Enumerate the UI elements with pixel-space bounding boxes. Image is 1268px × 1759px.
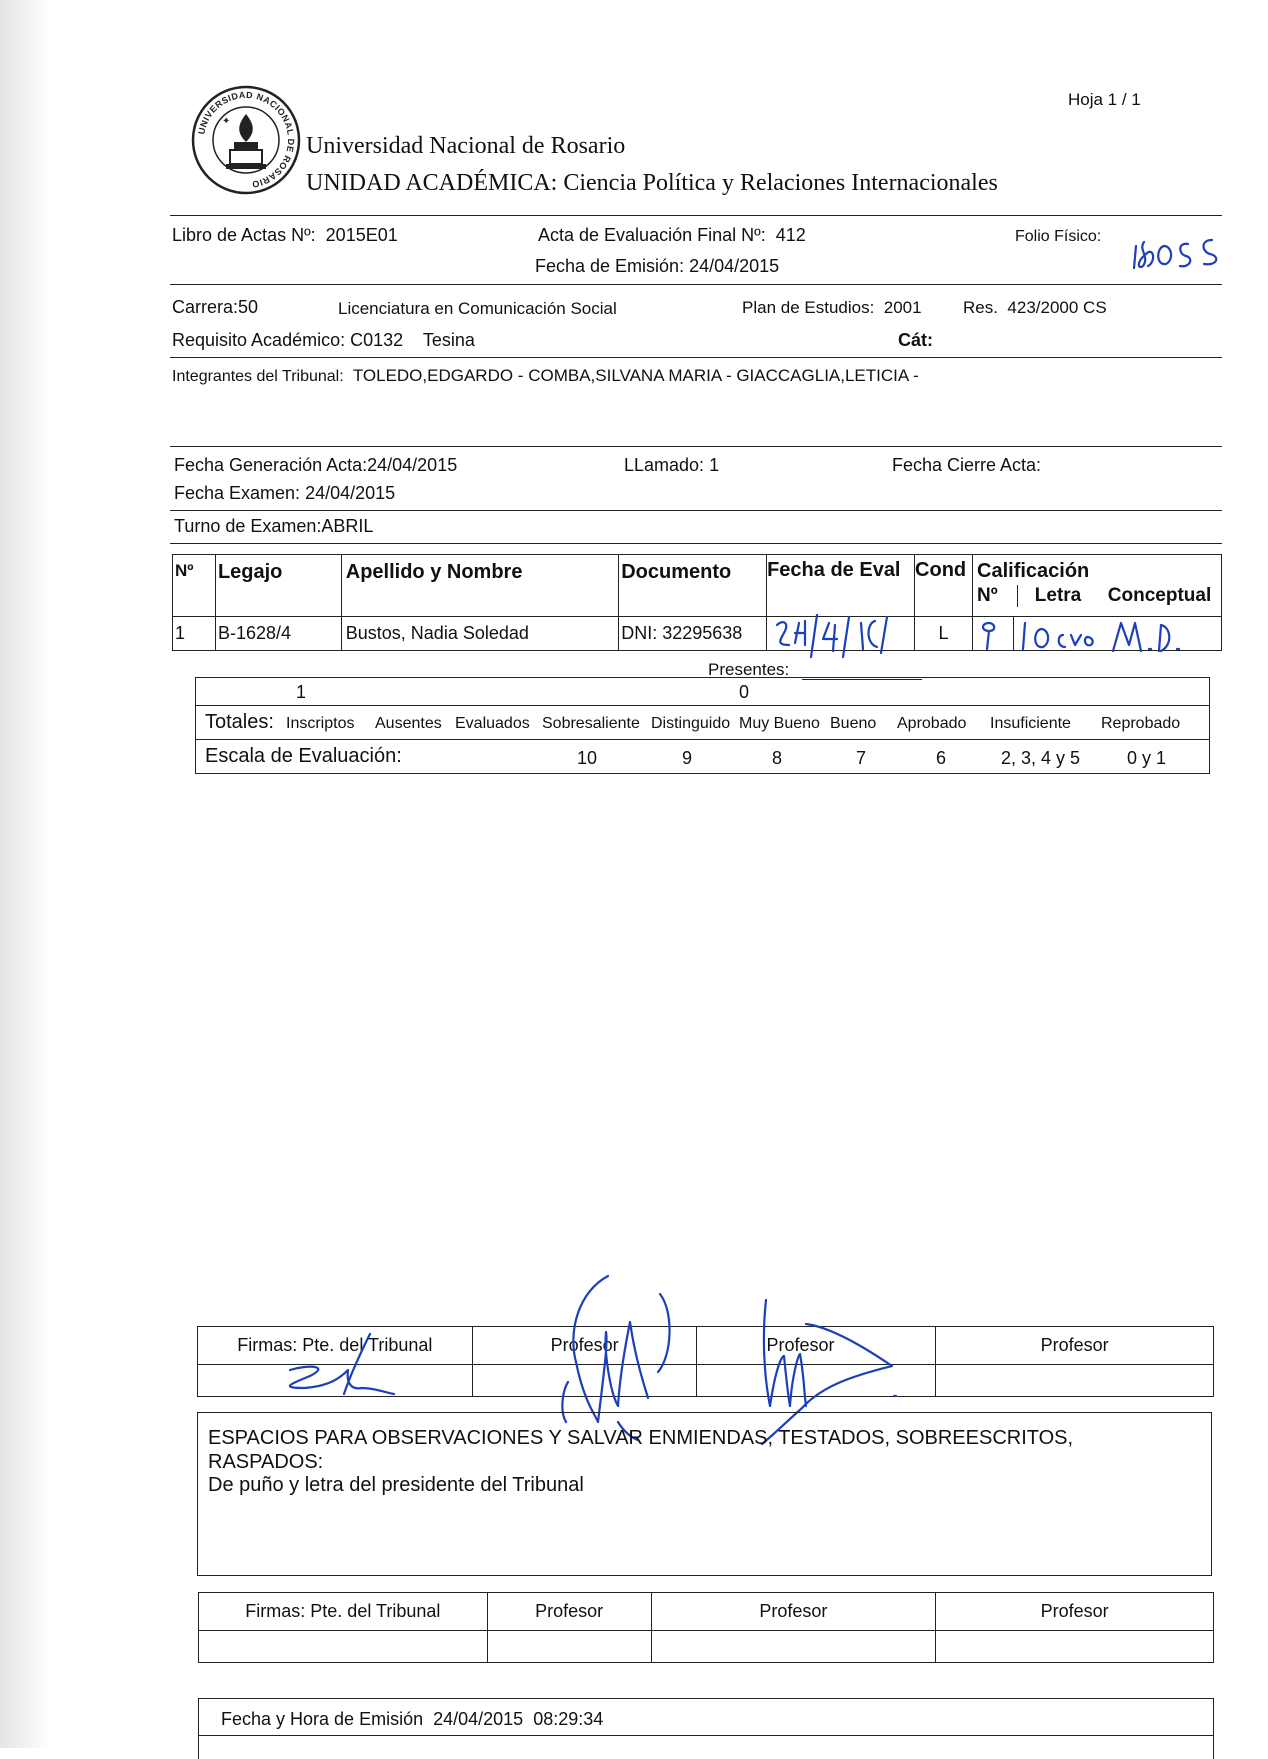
- observations-title-2: RASPADOS:: [208, 1451, 324, 1473]
- career-name: Licenciatura en Comunicación Social: [338, 299, 617, 318]
- signature-president-handwritten: [270, 1330, 410, 1400]
- scan-shadow: [0, 0, 52, 1748]
- folio-label: Folio Físico:: [1015, 228, 1102, 245]
- header-grade: [973, 555, 1222, 617]
- observations-title: ESPACIOS PARA OBSERVACIONES Y SALVAR ENMIENDAS, TESTADOS, SOBREESCRITOS,: [208, 1427, 1074, 1449]
- exam-date-value: 24/04/2015: [305, 483, 396, 503]
- label-inscriptos: Inscriptos: [286, 715, 355, 732]
- header-legajo: Legajo: [215, 555, 341, 617]
- header-condition: Cond: [915, 555, 973, 617]
- study-plan: [742, 298, 922, 318]
- scale-sobresaliente: 10: [577, 748, 598, 768]
- totals-labels-row: [196, 706, 1210, 740]
- label-muy-bueno: Muy Bueno: [739, 715, 820, 732]
- label-ausentes: Ausentes: [375, 715, 442, 732]
- header-grade-title: Calificación: [977, 560, 1090, 582]
- row-document: DNI: 32295638: [619, 617, 767, 651]
- label-reprobado: Reprobado: [1101, 715, 1181, 732]
- book-value: 2015E01: [325, 225, 398, 245]
- signatures-row-2: [199, 1631, 1214, 1663]
- header-grade-subheaders: [973, 583, 1221, 607]
- label-aprobado: Aprobado: [897, 715, 967, 732]
- signature-prof3-cell: [936, 1365, 1214, 1397]
- shift-label: Turno de Examen:: [174, 516, 322, 536]
- university-seal-logo: [190, 84, 302, 196]
- exam-shift: [174, 516, 373, 537]
- tribunal: [172, 366, 919, 386]
- observations-text: De puño y letra del presidente del Tribunal: [208, 1474, 584, 1496]
- signature2-prof1-cell: [487, 1631, 651, 1663]
- generation-date: [174, 455, 457, 476]
- rule: [170, 510, 1222, 511]
- header-document: Documento: [619, 555, 767, 617]
- emission-label: Fecha de Emisión:: [535, 256, 685, 276]
- book-label: Libro de Actas Nº:: [172, 225, 316, 245]
- header-grade-letter: Letra: [1034, 585, 1082, 606]
- requirement-code: C0132: [350, 330, 404, 350]
- row-grade: [973, 617, 1222, 651]
- signature-prof1-label: Profesor: [472, 1327, 696, 1365]
- signature2-prof2-cell: [651, 1631, 936, 1663]
- tribunal-label: Integrantes del Tribunal:: [172, 368, 344, 385]
- signature-prof3-label: Profesor: [936, 1327, 1214, 1365]
- emission-value: 24/04/2015: [689, 256, 780, 276]
- emission-datetime: [221, 1709, 603, 1730]
- scale-muy-bueno: 8: [772, 748, 783, 768]
- label-bueno: Bueno: [830, 715, 877, 732]
- signature2-prof3-cell: [936, 1631, 1214, 1663]
- header-number: Nº: [173, 555, 216, 617]
- ausentes-value: 0: [739, 682, 750, 702]
- acta-label: Acta de Evaluación Final Nº:: [538, 225, 766, 245]
- observations-box: [197, 1412, 1212, 1576]
- eval-date-handwritten: [771, 613, 911, 657]
- row-name: Bustos, Nadia Soledad: [341, 617, 618, 651]
- rule: [170, 357, 1222, 358]
- scale-distinguido: 9: [682, 748, 693, 768]
- folio-handwritten: [1130, 232, 1235, 272]
- requirement-name: Tesina: [422, 330, 475, 350]
- rule: [170, 446, 1222, 447]
- resolution: [963, 298, 1107, 318]
- label-insuficiente: Insuficiente: [990, 715, 1071, 732]
- sheet-number: Hoja 1 / 1: [1068, 90, 1141, 109]
- svg-text:✦: ✦: [222, 116, 231, 127]
- cat-label: Cát:: [898, 330, 933, 350]
- header-grade-number: Nº: [973, 585, 1018, 607]
- footer-box: [198, 1698, 1214, 1759]
- scale-insuficiente: 2, 3, 4 y 5: [1001, 748, 1081, 768]
- signature2-prof2-label: Profesor: [651, 1593, 936, 1631]
- closing-date: [892, 455, 1041, 476]
- tribunal-members: TOLEDO,EDGARDO - COMBA,SILVANA MARIA - GIACCAGLIA,LETICIA -: [352, 366, 919, 385]
- scale-aprobado: 6: [936, 748, 947, 768]
- signature2-prof3-label: Profesor: [936, 1593, 1214, 1631]
- exam-date: [174, 483, 395, 504]
- signatures-header-2: [199, 1593, 1214, 1631]
- footer-value: 24/04/2015 08:29:34: [433, 1709, 604, 1729]
- shift-value: ABRIL: [321, 516, 374, 536]
- grade-handwritten: [973, 615, 1221, 655]
- signature2-pte-label: Firmas: Pte. del Tribunal: [199, 1593, 488, 1631]
- signature2-prof1-label: Profesor: [487, 1593, 651, 1631]
- header-name: Apellido y Nombre: [341, 555, 618, 617]
- requirement-label: Requisito Académico:: [172, 330, 346, 350]
- totals-table: [195, 677, 1210, 774]
- totals-values-row: [196, 678, 1210, 706]
- generation-label: Fecha Generación Acta:: [174, 455, 368, 475]
- acta-number: [538, 225, 806, 246]
- signatures-table-2: [198, 1592, 1214, 1663]
- label-evaluados: Evaluados: [455, 715, 530, 732]
- call-value: 1: [709, 455, 720, 475]
- row-number: 1: [173, 617, 216, 651]
- generation-value: 24/04/2015: [367, 455, 458, 475]
- res-value: 423/2000 CS: [1007, 298, 1107, 317]
- scale-label: Escala de Evaluación:: [205, 745, 402, 767]
- academic-unit: UNIDAD ACADÉMICA: Ciencia Política y Relaciones Internacionales: [306, 170, 998, 196]
- acta-value: 412: [775, 225, 806, 245]
- call-label: LLamado:: [624, 455, 705, 475]
- row-eval-date: [767, 617, 915, 651]
- rule: [170, 543, 1222, 544]
- closing-label: Fecha Cierre Acta:: [892, 455, 1042, 475]
- book-number: [172, 225, 398, 246]
- table-row: [173, 617, 1222, 651]
- career-code: 50: [238, 297, 259, 317]
- footer-label: Fecha y Hora de Emisión: [221, 1709, 424, 1729]
- plan-value: 2001: [883, 298, 922, 317]
- students-table-header: [173, 555, 1222, 617]
- inscriptos-value: 1: [296, 682, 307, 702]
- totals-labels: [196, 706, 1210, 740]
- presentes-label: Presentes:: [708, 660, 790, 679]
- academic-requirement: [172, 330, 475, 351]
- label-distinguido: Distinguido: [651, 715, 731, 732]
- rule: [199, 1735, 1213, 1736]
- signature2-pte-cell: [199, 1631, 488, 1663]
- row-condition: L: [915, 617, 973, 651]
- career-label: Carrera:: [172, 297, 239, 317]
- call-number: [624, 455, 719, 476]
- rule: [170, 284, 1222, 285]
- exam-date-label: Fecha Examen:: [174, 483, 301, 503]
- label-sobresaliente: Sobresaliente: [542, 715, 640, 732]
- plan-label: Plan de Estudios:: [742, 298, 875, 317]
- res-label: Res.: [963, 298, 998, 317]
- signature-pte-label: Firmas: Pte. del Tribunal: [198, 1327, 473, 1365]
- rule: [170, 215, 1222, 216]
- students-table: [172, 554, 1222, 651]
- career: [172, 297, 258, 318]
- scale-row: [196, 740, 1210, 774]
- university-name: Universidad Nacional de Rosario: [306, 133, 626, 159]
- signature-prof2-label: Profesor: [696, 1327, 936, 1365]
- scale-reprobado: 0 y 1: [1127, 748, 1167, 768]
- header-grade-conceptual: Conceptual: [1107, 585, 1212, 606]
- scale-cell: [196, 740, 1210, 774]
- emission-date: [535, 256, 779, 277]
- header-eval-date: Fecha de Eval: [767, 555, 915, 617]
- row-legajo: B-1628/4: [215, 617, 341, 651]
- svg-text:UNIVERSIDAD NACIONAL DE ROSARI: UNIVERSIDAD NACIONAL DE ROSARIO: [196, 89, 297, 190]
- scale-bueno: 7: [856, 748, 867, 768]
- totals-label: Totales:: [205, 711, 274, 733]
- totals-values: [196, 678, 1210, 706]
